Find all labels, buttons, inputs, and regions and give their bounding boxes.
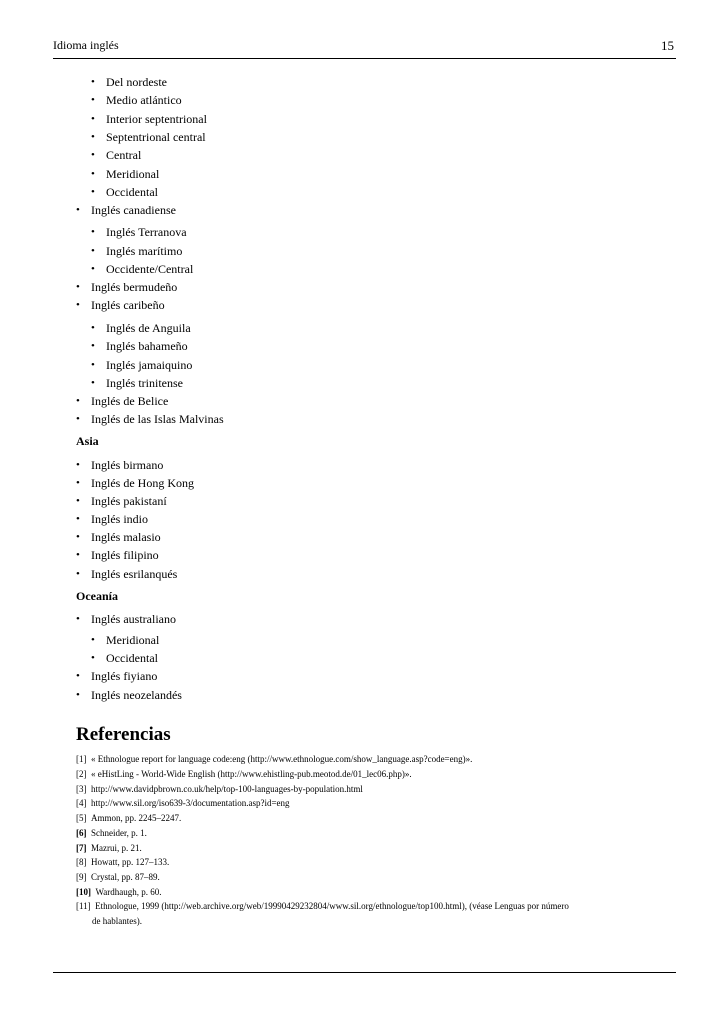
- reference-item[interactable]: [9] Crystal, pp. 87–89.: [76, 872, 160, 882]
- bullet-icon: •: [76, 613, 80, 625]
- list-item[interactable]: • Inglés esrilanqués: [76, 567, 178, 581]
- bullet-icon: •: [91, 652, 95, 664]
- list-item[interactable]: • Inglés bahameño: [91, 339, 188, 353]
- list-item[interactable]: • Inglés indio: [76, 512, 148, 526]
- section-heading-oceania: Oceanía: [76, 589, 118, 603]
- list-item[interactable]: • Inglés pakistaní: [76, 494, 167, 508]
- list-item[interactable]: • Inglés birmano: [76, 458, 164, 472]
- list-item[interactable]: • Inglés de Anguila: [91, 321, 191, 335]
- list-item[interactable]: • Inglés marítimo: [91, 244, 183, 258]
- bullet-icon: •: [91, 263, 95, 275]
- list-item[interactable]: • Inglés filipino: [76, 548, 159, 562]
- references-heading: Referencias: [76, 724, 171, 745]
- reference-continuation: de hablantes).: [92, 916, 142, 926]
- list-item[interactable]: • Inglés de las Islas Malvinas: [76, 412, 224, 426]
- list-item[interactable]: • Medio atlántico: [91, 93, 182, 107]
- bullet-icon: •: [76, 531, 80, 543]
- bullet-icon: •: [76, 281, 80, 293]
- list-item[interactable]: • Inglés malasio: [76, 530, 161, 544]
- bullet-icon: •: [76, 513, 80, 525]
- list-item[interactable]: • Meridional: [91, 167, 160, 181]
- list-item[interactable]: • Inglés canadiense: [76, 203, 176, 217]
- running-title: Idioma inglés: [53, 38, 119, 52]
- list-item[interactable]: • Del nordeste: [91, 75, 167, 89]
- bullet-icon: •: [76, 459, 80, 471]
- bullet-icon: •: [91, 149, 95, 161]
- bullet-icon: •: [76, 689, 80, 701]
- list-item[interactable]: • Septentrional central: [91, 130, 206, 144]
- list-item[interactable]: • Central: [91, 148, 142, 162]
- reference-item[interactable]: [10] Wardhaugh, p. 60.: [76, 887, 162, 897]
- list-item[interactable]: • Inglés Terranova: [91, 225, 187, 239]
- bullet-icon: •: [76, 495, 80, 507]
- page-header: [53, 36, 676, 59]
- list-item[interactable]: • Occidental: [91, 651, 158, 665]
- bullet-icon: •: [91, 168, 95, 180]
- bullet-icon: •: [76, 549, 80, 561]
- list-item[interactable]: • Meridional: [91, 633, 160, 647]
- reference-item[interactable]: [6] Schneider, p. 1.: [76, 828, 147, 838]
- list-item[interactable]: • Occidente/Central: [91, 262, 194, 276]
- section-heading-asia: Asia: [76, 434, 99, 448]
- bullet-icon: •: [91, 113, 95, 125]
- bullet-icon: •: [91, 359, 95, 371]
- list-item[interactable]: • Inglés jamaiquino: [91, 358, 193, 372]
- list-item[interactable]: • Inglés de Belice: [76, 394, 169, 408]
- bullet-icon: •: [76, 670, 80, 682]
- bullet-icon: •: [91, 322, 95, 334]
- list-item[interactable]: • Inglés trinitense: [91, 376, 183, 390]
- footer-divider: [53, 972, 676, 973]
- reference-item[interactable]: [7] Mazrui, p. 21.: [76, 843, 142, 853]
- bullet-icon: •: [76, 413, 80, 425]
- bullet-icon: •: [91, 226, 95, 238]
- page-number: 15: [661, 38, 674, 53]
- bullet-icon: •: [76, 204, 80, 216]
- reference-item[interactable]: [3] http://www.davidpbrown.co.uk/help/top-100-languages-by-population.html: [76, 784, 363, 794]
- reference-item[interactable]: [11] Ethnologue, 1999 (http://web.archive.org/web/19990429232804/www.sil.org/ethnologue/top100.html), (véase Lenguas por número: [76, 901, 569, 911]
- reference-item[interactable]: [1] « Ethnologue report for language code:eng (http://www.ethnologue.com/show_language.asp?code=eng)».: [76, 754, 473, 764]
- bullet-icon: •: [91, 76, 95, 88]
- bullet-icon: •: [91, 634, 95, 646]
- bullet-icon: •: [91, 131, 95, 143]
- list-item[interactable]: • Inglés neozelandés: [76, 688, 182, 702]
- bullet-icon: •: [91, 377, 95, 389]
- reference-item[interactable]: [2] « eHistLing - World-Wide English (http://www.ehistling-pub.meotod.de/01_lec06.php)».: [76, 769, 412, 779]
- bullet-icon: •: [76, 568, 80, 580]
- bullet-icon: •: [91, 186, 95, 198]
- list-item[interactable]: • Inglés caribeño: [76, 298, 165, 312]
- bullet-icon: •: [76, 477, 80, 489]
- list-item[interactable]: • Inglés australiano: [76, 612, 176, 626]
- bullet-icon: •: [91, 245, 95, 257]
- bullet-icon: •: [76, 395, 80, 407]
- list-item[interactable]: • Inglés bermudeño: [76, 280, 178, 294]
- list-item[interactable]: • Occidental: [91, 185, 158, 199]
- bullet-icon: •: [91, 94, 95, 106]
- list-item[interactable]: • Inglés fiyiano: [76, 669, 158, 683]
- bullet-icon: •: [91, 340, 95, 352]
- list-item[interactable]: • Interior septentrional: [91, 112, 207, 126]
- bullet-icon: •: [76, 299, 80, 311]
- reference-item[interactable]: [8] Howatt, pp. 127–133.: [76, 857, 170, 867]
- reference-item[interactable]: [4] http://www.sil.org/iso639-3/documentation.asp?id=eng: [76, 798, 290, 808]
- reference-item[interactable]: [5] Ammon, pp. 2245–2247.: [76, 813, 182, 823]
- list-item[interactable]: • Inglés de Hong Kong: [76, 476, 194, 490]
